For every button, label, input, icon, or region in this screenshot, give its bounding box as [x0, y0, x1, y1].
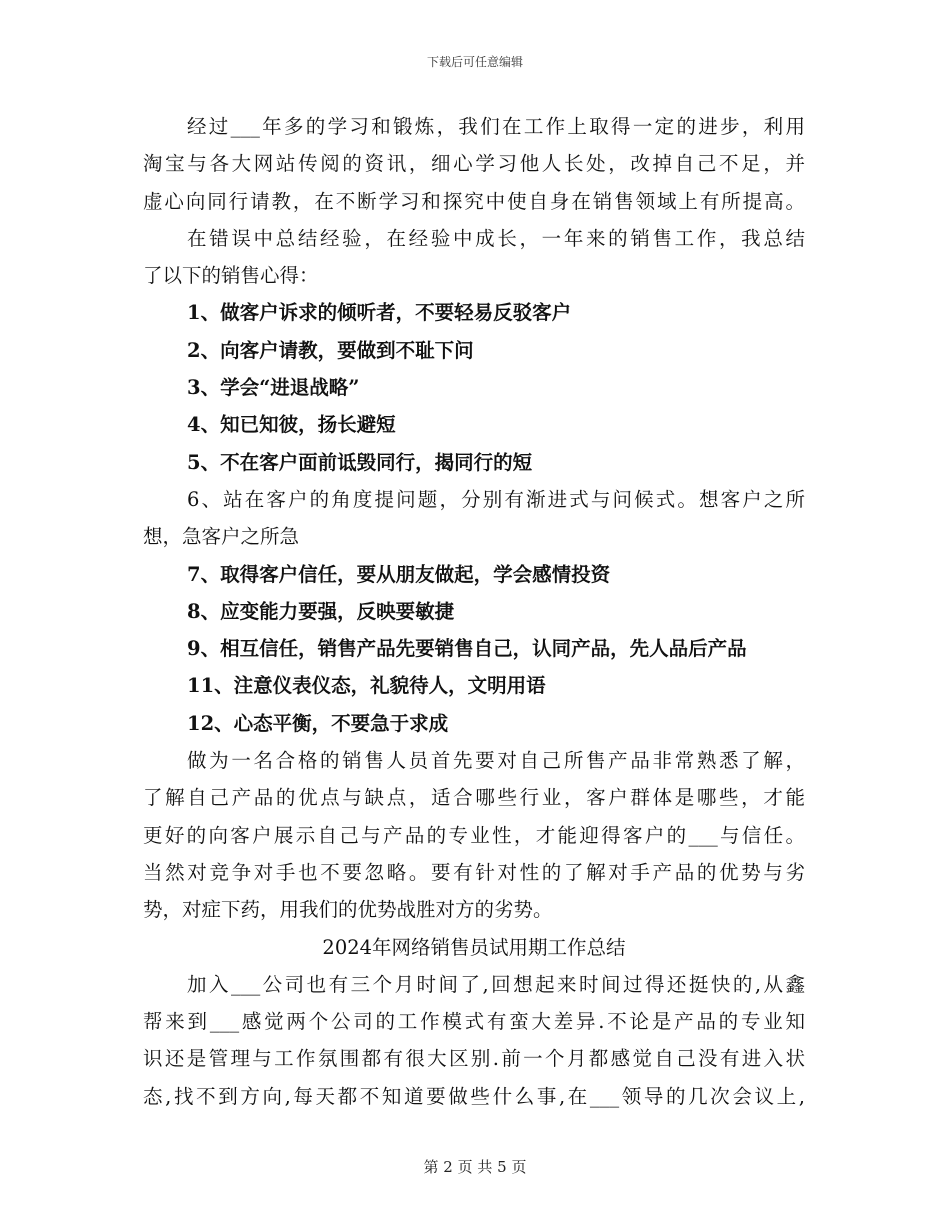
- page-header: 下载后可任意编辑: [426, 55, 523, 69]
- page-footer: 第 2 页 共 5 页: [423, 1158, 527, 1176]
- document-body: [143, 108, 805, 1115]
- list-item: 4、知已知彼，扬长避短: [187, 413, 396, 437]
- section-title: 2024年网络销售员试用期工作总结: [322, 935, 626, 959]
- paragraph-line: 经过___年多的学习和锻炼，我们在工作上取得一定的进步，利用: [187, 115, 805, 138]
- paragraph-line: 帮来到___感觉两个公司的工作模式有蛮大差异.不论是产品的专业知: [143, 1010, 805, 1034]
- paragraph-intro: [143, 108, 805, 220]
- paragraph-line: 做为一名合格的销售人员首先要对自己所售产品非常熟悉了解，: [187, 749, 805, 773]
- list-item: 3、学会“进退战略”: [187, 376, 360, 400]
- paragraph-section-body: [143, 966, 805, 1115]
- paragraph-summary: [143, 220, 805, 295]
- list-item: 12、心态平衡，不要急于求成: [187, 711, 449, 735]
- paragraph-line: 加入___公司也有三个月时间了,回想起来时间过得还挺快的,从鑫: [187, 972, 805, 996]
- list-item: 2、向客户请教，要做到不耻下问: [187, 338, 474, 362]
- tip-six: [143, 481, 805, 556]
- paragraph-line: 了解自己产品的优点与缺点，适合哪些行业，客户群体是哪些，才能: [143, 786, 805, 810]
- list-item: 8、应变能力要强，反映要敏捷: [187, 599, 455, 623]
- paragraph-line: 在错误中总结经验，在经验中成长，一年来的销售工作，我总结: [187, 226, 805, 250]
- paragraph-line: 想，急客户之所急: [143, 525, 300, 549]
- paragraph-line: 势，对症下药，用我们的优势战胜对方的劣势。: [143, 898, 553, 922]
- list-item: 5、不在客户面前诋毁同行，揭同行的短: [187, 450, 533, 474]
- paragraph-line: 当然对竞争对手也不要忽略。要有针对性的了解对手产品的优势与劣: [143, 860, 805, 884]
- paragraph-line: 更好的向客户展示自己与产品的专业性，才能迎得客户的___与信任。: [143, 823, 805, 847]
- list-item: 7、取得客户信任，要从朋友做起，学会感情投资: [187, 562, 611, 586]
- list-item: 9、相互信任，销售产品先要销售自己，认同产品，先人品后产品: [187, 637, 747, 661]
- paragraph-line: 淘宝与各大网站传阅的资讯，细心学习他人长处，改掉自己不足，并: [143, 152, 805, 176]
- list-item: 11、注意仪表仪态，礼貌待人，文明用语: [187, 674, 546, 698]
- paragraph-line: 了以下的销售心得：: [143, 264, 319, 288]
- paragraph-line: 虚心向同行请教，在不断学习和探究中使自身在销售领域上有所提高。: [143, 189, 805, 213]
- paragraph-line: 态,找不到方向,每天都不知道要做些什么事,在___领导的几次会议上,: [143, 1084, 805, 1108]
- paragraph-line: 识还是管理与工作氛围都有很大区别.前一个月都感觉自己没有进入状: [143, 1047, 805, 1071]
- list-item: 1、做客户诉求的倾听者，不要轻易反驳客户: [187, 301, 572, 325]
- tips-list-2: [143, 556, 805, 742]
- paragraph-closing: [143, 742, 805, 928]
- tips-list: [143, 294, 805, 480]
- paragraph-line: 6、站在客户的角度提问题，分别有渐进式与问候式。想客户之所: [187, 487, 805, 511]
